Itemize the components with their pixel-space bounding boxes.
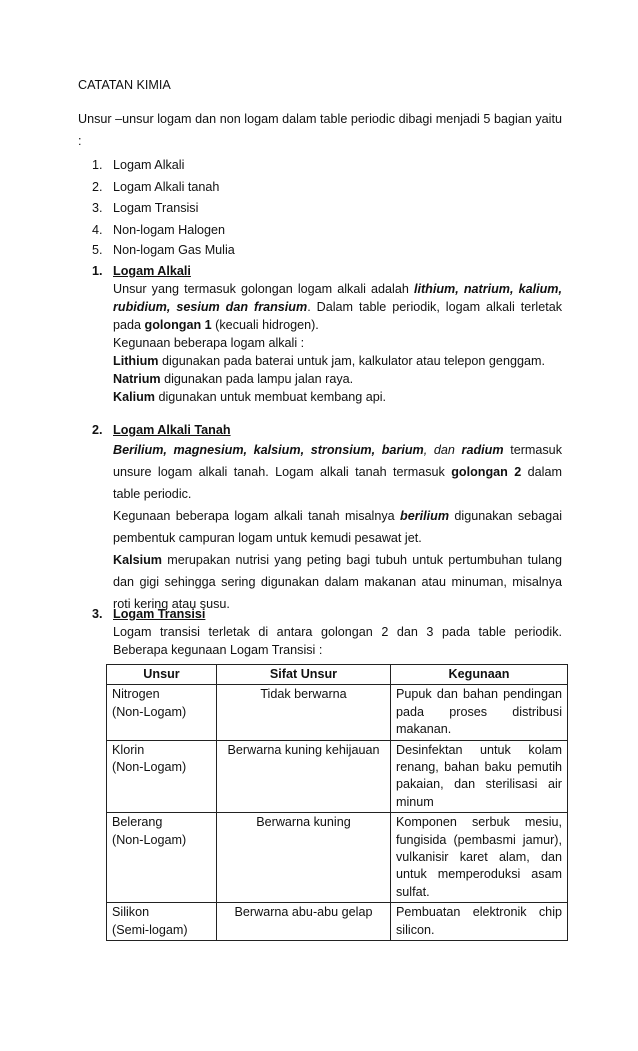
section-heading: Logam Transisi [113,607,206,621]
table-header-row [107,665,568,685]
section-number: 3. [92,607,103,621]
paragraph: Kalium digunakan untuk membuat kembang api. [113,390,387,404]
element-cell: Silikon (Semi-logam) [107,903,217,941]
paragraph: Natrium digunakan pada lampu jalan raya. [113,372,354,386]
element-cell: Belerang (Non-Logam) [107,813,217,903]
document-page: CATATAN KIMIA Unsur –unsur logam dan non logam dalam table periodic dibagi menjadi 5 bagian yaitu : 1. Logam Alkali 2. Logam Alkali tanah 3. Logam Transisi 4. Non-logam Halogen 5. Non-logam Gas Mulia 1. Logam Alkali Unsur yang termasuk golongan logam alkali adalah lithium, natrium, kalium, rubidium, sesium dan fransium. Dalam table periodik, logam alkali terletak pada golongan 1 (kecuali hidrogen). Kegunaan beberapa logam alkali : Lithium digunakan pada baterai untuk jam, kalkulator atau telepon genggam. Natrium digunakan pada lampu jalan raya. Kalium digunakan untuk membuat kembang api. 2. Logam Alkali Tanah Berilium, magnesium, kalsium, stronsium, barium, dan radium termasuk unsure logam alkali tanah. Logam alkali tanah termasuk golongan 2 dalam table periodic. Kegunaan beberapa logam alkali tanah misalnya berilium digunakan sebagai pembentuk campuran logam untuk kemudi pesawat jet. Kalsium merupakan nutrisi yang peting bagi tubuh untuk pertumbuhan tulang dan gigi sehingga sering digunakan dalam makanan atau minuman, misalnya roti kering atau susu. 3. Logam Transisi Logam transisi terletak di antara golongan 2 dan 3 pada table periodik. Beberapa kegunaan Logam Transisi : Unsur Sifat Unsur Kegunaan Nitrogen (Non-Logam) Tidak berwarna Pupuk dan bahan pendingan pada proses distribusi makanan. Klorin (Non-Logam) Berwarna kuning kehijauan Desinfektan untuk kolam renang, bahan baku pemutih pakaian, dan sterilisasi air minum Belerang (Non-Logam) Berwarna kuning Komponen serbuk mesiu, fungisida (pembasmi jamur), vulkanisir karet alam, dan untuk memperoduksi asam sulfat. Silikon (Semi-logam) Berwarna abu-abu gelap Pembuatan elektronik chip silicon. [0,0,638,1051]
use-cell: Pupuk dan bahan pendingan pada proses distribusi makanan. [391,685,568,740]
paragraph: Kegunaan beberapa logam alkali tanah misalnya berilium digunakan sebagai pembentuk campuran logam untuk kemudi pesawat jet. [113,509,562,545]
use-cell: Pembuatan elektronik chip silicon. [391,903,568,941]
page-title: CATATAN KIMIA [78,78,171,92]
table-row [107,813,568,903]
property-cell: Berwarna kuning kehijauan [217,740,391,813]
use-cell: Desinfektan untuk kolam renang, bahan baku pemutih pakaian, dan sterilisasi air minum [391,740,568,813]
table-row [107,903,568,941]
paragraph: Logam transisi terletak di antara golongan 2 dan 3 pada table periodik. Beberapa kegunaan Logam Transisi : [113,625,562,657]
column-header: Unsur [107,665,217,685]
paragraph: Berilium, magnesium, kalsium, stronsium, barium, dan radium termasuk unsure logam alkali tanah. Logam alkali tanah termasuk golongan 2 dalam table periodic. [113,443,562,501]
property-cell: Tidak berwarna [217,685,391,740]
section-number: 2. [92,423,103,437]
table-row [107,685,568,740]
paragraph: Unsur yang termasuk golongan logam alkali adalah lithium, natrium, kalium, rubidium, sesium dan fransium. Dalam table periodik, logam alkali terletak pada golongan 1 (kecuali hidrogen). [113,282,563,332]
column-header: Kegunaan [391,665,568,685]
section-heading: Logam Alkali [113,264,191,278]
property-cell: Berwarna abu-abu gelap [217,903,391,941]
paragraph: Kegunaan beberapa logam alkali : [113,336,305,350]
transition-uses-table [106,664,568,941]
column-header: Sifat Unsur [217,665,391,685]
element-cell: Nitrogen (Non-Logam) [107,685,217,740]
property-cell: Berwarna kuning [217,813,391,903]
element-cell: Klorin (Non-Logam) [107,740,217,813]
intro-paragraph: Unsur –unsur logam dan non logam dalam table periodic dibagi menjadi 5 bagian yaitu : [78,112,562,148]
section-number: 1. [92,264,103,278]
table-row [107,740,568,813]
use-cell: Komponen serbuk mesiu, fungisida (pembasmi jamur), vulkanisir karet alam, dan untuk memperoduksi asam sulfat. [391,813,568,903]
section-heading: Logam Alkali Tanah [113,423,231,437]
paragraph: Kalsium merupakan nutrisi yang peting bagi tubuh untuk pertumbuhan tulang dan gigi sehingga sering digunakan dalam makanan atau minuman, misalnya roti kering atau susu. [113,553,562,611]
paragraph: Lithium digunakan pada baterai untuk jam, kalkulator atau telepon genggam. [113,354,545,368]
